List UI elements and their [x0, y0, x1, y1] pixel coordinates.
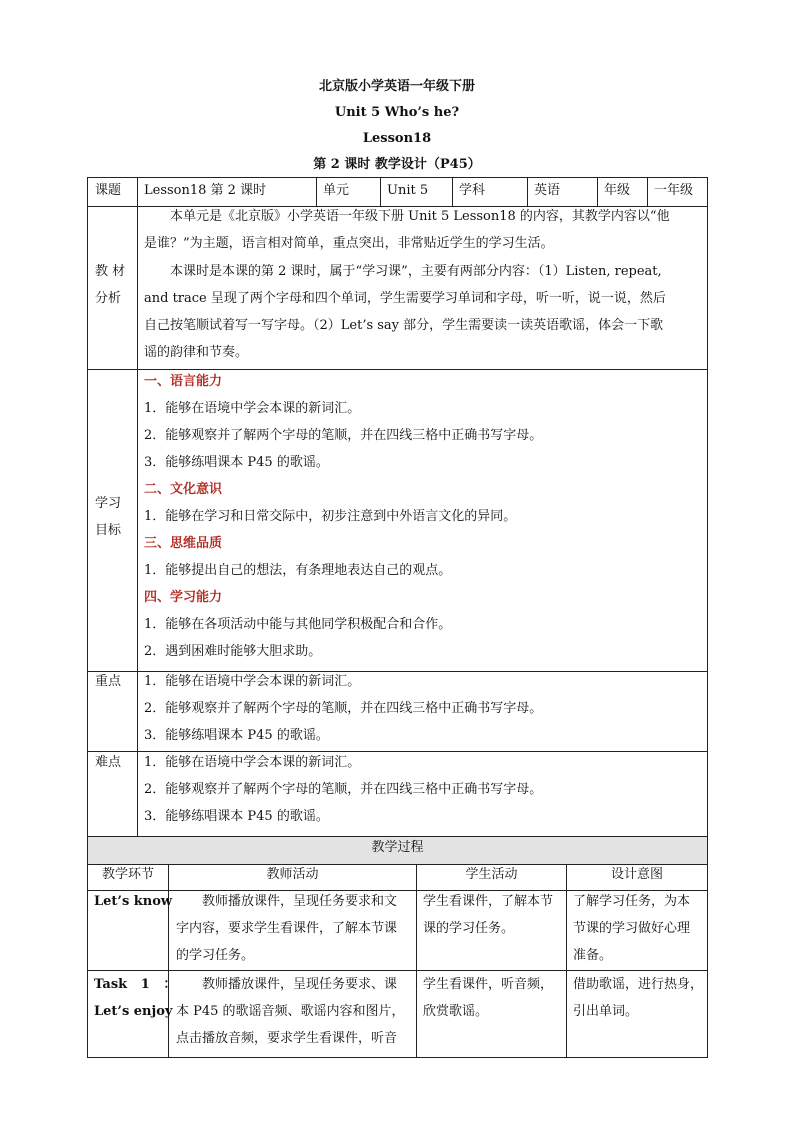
table-border: [380, 177, 381, 206]
analysis-text-line: 自己按笔顺试着写一写字母。（2）Let’s say 部分，学生需要读一读英语歌谣，体会一下歌: [144, 318, 664, 333]
difficult-point-item: 3．能够练唱课本 P45 的歌谣。: [144, 809, 329, 824]
document-titles: [0, 74, 794, 178]
table-border: [566, 864, 567, 1058]
key-points-label: 重点: [95, 674, 122, 689]
analysis-text-line: 是谁？”为主题，语言相对简单，重点突出，非常贴近学生的学习生活。: [144, 236, 554, 251]
table-border: [707, 836, 708, 1058]
table-border: [597, 177, 598, 206]
objective-item: 1．能够在各项活动中能与其他同学积极配合和合作。: [144, 617, 452, 632]
process-stage: Let’s know: [94, 894, 173, 909]
student-activity-line: 学生看课件，听音频，: [423, 977, 554, 992]
table-border: [452, 177, 453, 206]
doc-title-unit: Unit 5 Who’s he?: [334, 105, 460, 120]
analysis-label: 分析: [95, 291, 122, 306]
teacher-activity-line: 的学习任务。: [176, 948, 255, 963]
table-border: [137, 177, 138, 836]
table-border: [87, 177, 88, 836]
design-intent-line: 了解学习任务，为本: [573, 894, 691, 909]
design-intent-line: 借助歌谣，进行热身，: [573, 977, 704, 992]
analysis-text-line: and trace 呈现了两个字母和四个单词，学生需要学习单词和字母，听一听，说一说，然后: [144, 291, 666, 306]
unit-value: Unit 5: [387, 183, 429, 198]
objective-item: 1．能够在学习和日常交际中，初步注意到中外语言文化的异同。: [144, 509, 517, 524]
difficult-points-label: 难点: [95, 755, 122, 770]
subject-label: 学科: [459, 183, 486, 198]
process-title: 教学过程: [371, 840, 424, 855]
objectives-label: 目标: [95, 523, 122, 538]
table-border: [416, 864, 417, 1058]
doc-title-period: 第 2 课时 教学设计（P45）: [313, 157, 481, 172]
teacher-activity-line: 教师播放课件，呈现任务要求、课: [202, 977, 398, 992]
grade-value: 一年级: [654, 183, 694, 198]
objective-item: 1．能够提出自己的想法，有条理地表达自己的观点。: [144, 563, 452, 578]
design-intent-line: 准备。: [573, 948, 613, 963]
objective-item: 3．能够练唱课本 P45 的歌谣。: [144, 455, 329, 470]
table-border: [647, 177, 648, 206]
teacher-activity-line: 点击播放音频，要求学生看课件，听音: [176, 1031, 398, 1046]
table-border: [316, 177, 317, 206]
objective-heading: 二、文化意识: [144, 482, 223, 497]
process-stage: Task 1 ：: [94, 977, 177, 992]
key-point-item: 2．能够观察并了解两个字母的笔顺，并在四线三格中正确书写字母。: [144, 701, 543, 716]
subject-value: 英语: [534, 183, 561, 198]
student-activity-line: 欣赏歌谣。: [423, 1004, 489, 1019]
design-intent-line: 引出单词。: [573, 1004, 639, 1019]
analysis-text-line: 本课时是本课的第 2 课时，属于“学习课”，主要有两部分内容：（1）Listen, repeat,: [170, 264, 662, 279]
design-intent-line: 节课的学习做好心理: [573, 921, 691, 936]
key-point-item: 3．能够练唱课本 P45 的歌谣。: [144, 728, 329, 743]
teacher-activity-line: 教师播放课件，呈现任务要求和文: [202, 894, 398, 909]
teacher-activity-line: 本 P45 的歌谣音频、歌谣内容和图片，: [176, 1004, 405, 1019]
grade-label: 年级: [604, 183, 631, 198]
process-column-header: 设计意图: [610, 867, 663, 882]
difficult-point-item: 1．能够在语境中学会本课的新词汇。: [144, 755, 361, 770]
objective-item: 1．能够在语境中学会本课的新词汇。: [144, 401, 361, 416]
doc-title-book: 北京版小学英语一年级下册: [318, 79, 475, 94]
analysis-label: 教 材: [95, 264, 126, 279]
analysis-text-line: 本单元是《北京版》小学英语一年级下册 Unit 5 Lesson18 的内容，其教学内容以“他: [170, 209, 670, 224]
process-column-header: 教学环节: [101, 867, 154, 882]
table-border: [527, 177, 528, 206]
process-stage: Let’s enjoy: [94, 1004, 173, 1019]
analysis-text-line: 谣的韵律和节奏。: [144, 345, 249, 360]
objective-item: 2．遇到困难时能够大胆求助。: [144, 644, 322, 659]
topic-label: 课题: [95, 183, 122, 198]
objective-heading: 三、思维品质: [144, 536, 223, 551]
difficult-point-item: 2．能够观察并了解两个字母的笔顺，并在四线三格中正确书写字母。: [144, 782, 543, 797]
process-column-header: 教师活动: [266, 867, 319, 882]
student-activity-line: 课的学习任务。: [423, 921, 515, 936]
unit-label: 单元: [323, 183, 350, 198]
topic-value: Lesson18 第 2 课时: [144, 183, 267, 198]
objectives-label: 学习: [95, 496, 122, 511]
doc-title-lesson: Lesson18: [362, 131, 432, 146]
table-border: [87, 1057, 708, 1058]
objective-heading: 四、学习能力: [144, 590, 223, 605]
objective-item: 2．能够观察并了解两个字母的笔顺，并在四线三格中正确书写字母。: [144, 428, 543, 443]
table-border: [707, 177, 708, 836]
student-activity-line: 学生看课件，了解本节: [423, 894, 554, 909]
process-column-header: 学生活动: [465, 867, 518, 882]
teacher-activity-line: 字内容，要求学生看课件，了解本节课: [176, 921, 398, 936]
key-point-item: 1．能够在语境中学会本课的新词汇。: [144, 674, 361, 689]
objective-heading: 一、语言能力: [144, 374, 223, 389]
